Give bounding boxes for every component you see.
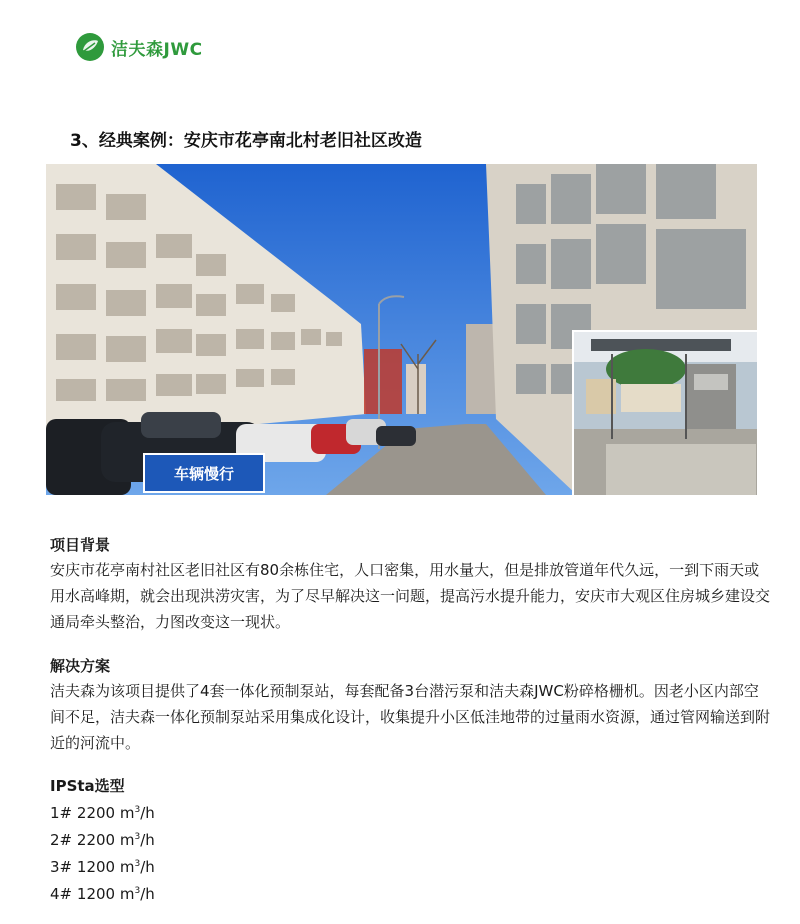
solution-section [50,654,770,756]
background-body: 安庆市花亭南村社区老旧社区有80余栋住宅，人口密集，用水量大，但是排放管道年代久远，一到下雨天或用水高峰期，就会出现洪涝灾害，为了尽早解决这一问题，提高污水提升能力，安庆市大观区住房城乡建设交通局牵头整治，力图改变这一现状。 [50,561,771,631]
brand-logo [75,32,203,62]
inset-photo [572,330,757,495]
leaf-globe-icon [75,32,105,62]
section-title: 3、经典案例：安庆市花亭南北村老旧社区改造 [70,131,422,151]
solution-heading: 解决方案 [50,657,111,675]
project-photo [46,164,757,495]
background-heading: 项目背景 [50,536,111,554]
ipsta-item: 4# 1200 $m^3/h$ [50,885,155,903]
ipsta-item: 1# 2200 $m^3/h$ [50,804,155,822]
ipsta-heading: IPSta选型 [50,777,125,795]
ipsta-section [50,774,770,906]
brand-name: 洁夫森JWC [111,39,203,60]
solution-body: 洁夫森为该项目提供了4套一体化预制泵站，每套配备3台潜污泵和洁夫森JWC粉碎格栅机。因老小区内部空间不足，洁夫森一体化预制泵站采用集成化设计，收集提升小区低洼地带的过量雨水资源，通过管网输送到附近的河流中。 [50,682,771,752]
ipsta-item: 2# 2200 $m^3/h$ [50,831,155,849]
ipsta-item: 3# 1200 $m^3/h$ [50,858,155,876]
slow-sign: 车辆慢行 [173,465,235,483]
background-section [50,533,770,635]
ipsta-list [50,798,770,906]
